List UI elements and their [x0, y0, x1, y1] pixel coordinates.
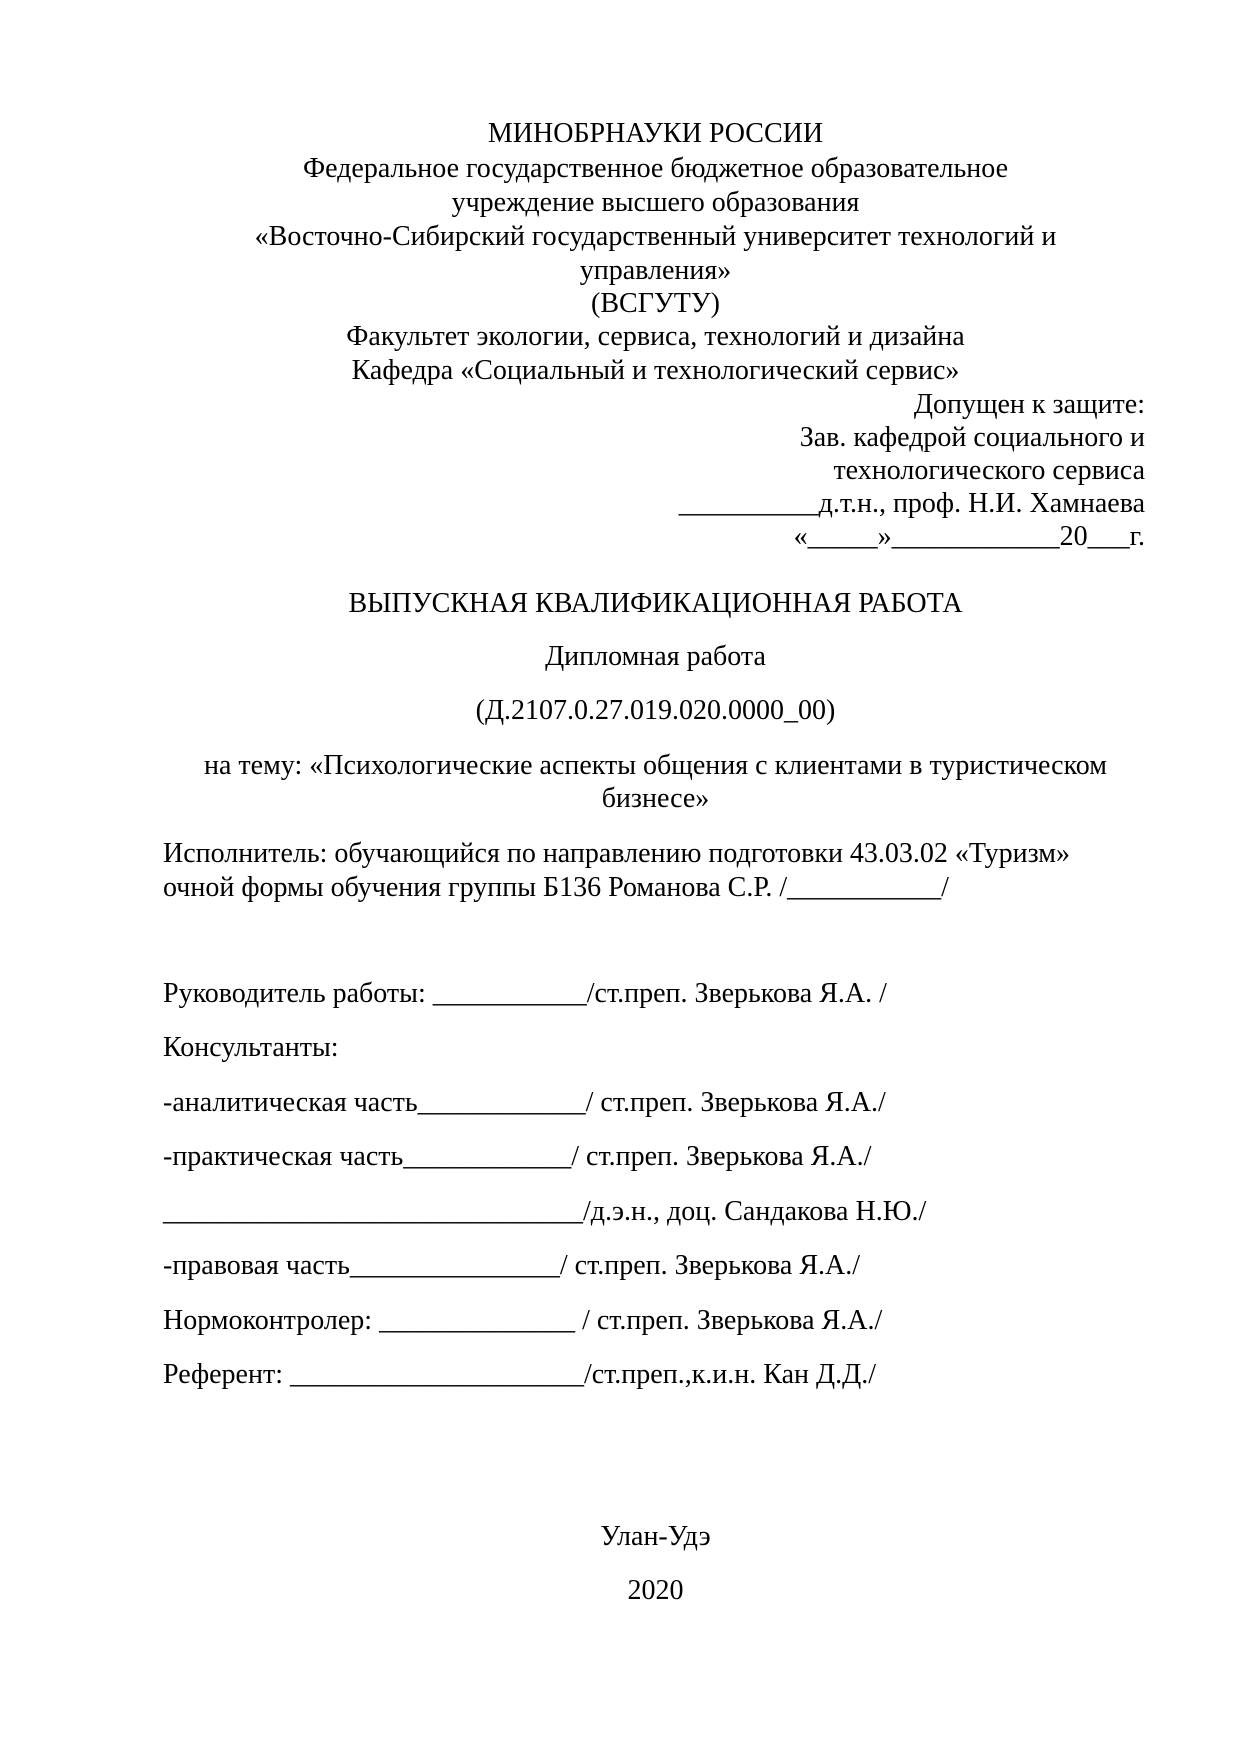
- city: Улан-Удэ: [600, 1521, 711, 1552]
- author-line-2: очной формы обучения группы Б136 Романова С.Р. /___________/: [163, 872, 949, 903]
- approval-date-line: «_____»____________20___г.: [793, 521, 1145, 552]
- consultants-label: Консультанты:: [163, 1032, 339, 1063]
- referee-line: Референт: _____________________/ст.преп.,к.и.н. Кан Д.Д./: [163, 1359, 876, 1390]
- head-signature-line: __________д.т.н., проф. Н.И. Хамнаева: [678, 488, 1145, 519]
- ministry-name: МИНОБРНАУКИ РОССИИ: [487, 118, 824, 149]
- supervisor-line: Руководитель работы: ___________/ст.преп. Зверькова Я.А. /: [163, 978, 887, 1009]
- university-line-2: управления»: [579, 255, 732, 286]
- admitted-label: Допущен к защите:: [913, 389, 1145, 420]
- head-of-department-line-2: технологического сервиса: [833, 455, 1145, 486]
- work-type-heading: ВЫПУСКНАЯ КВАЛИФИКАЦИОННАЯ РАБОТА: [348, 588, 963, 619]
- consultant-analytical: -аналитическая часть____________/ ст.преп. Зверькова Я.А./: [163, 1087, 886, 1118]
- topic-line-1: на тему: «Психологические аспекты общения с клиентами в туристическом: [204, 750, 1107, 781]
- consultant-legal: -правовая часть_______________/ ст.преп. Зверькова Я.А./: [163, 1250, 861, 1281]
- author-line-1: Исполнитель: обучающийся по направлению подготовки 43.03.02 «Туризм»: [163, 838, 1071, 869]
- institution-line-2: учреждение высшего образования: [451, 187, 860, 218]
- work-code: (Д.2107.0.27.019.020.0000_00): [475, 695, 836, 726]
- normcontrol-line: Нормоконтролер: ______________ / ст.преп. Зверькова Я.А./: [163, 1305, 883, 1336]
- work-subtype: Дипломная работа: [545, 641, 766, 672]
- university-line-1: «Восточно-Сибирский государственный университет технологий и: [254, 221, 1057, 252]
- year: 2020: [627, 1575, 684, 1606]
- topic-line-2: бизнесе»: [601, 783, 710, 814]
- consultant-practical: -практическая часть____________/ ст.преп. Зверькова Я.А./: [163, 1141, 872, 1172]
- consultant-economic: ______________________________/д.э.н., доц. Сандакова Н.Ю./: [163, 1196, 927, 1227]
- institution-line-1: Федеральное государственное бюджетное образовательное: [302, 153, 1009, 184]
- department-name: Кафедра «Социальный и технологический сервис»: [351, 355, 960, 386]
- university-abbreviation: (ВСГУТУ): [591, 288, 720, 319]
- faculty-name: Факультет экологии, сервиса, технологий и дизайна: [346, 321, 965, 352]
- head-of-department-line-1: Зав. кафедрой социального и: [799, 422, 1145, 453]
